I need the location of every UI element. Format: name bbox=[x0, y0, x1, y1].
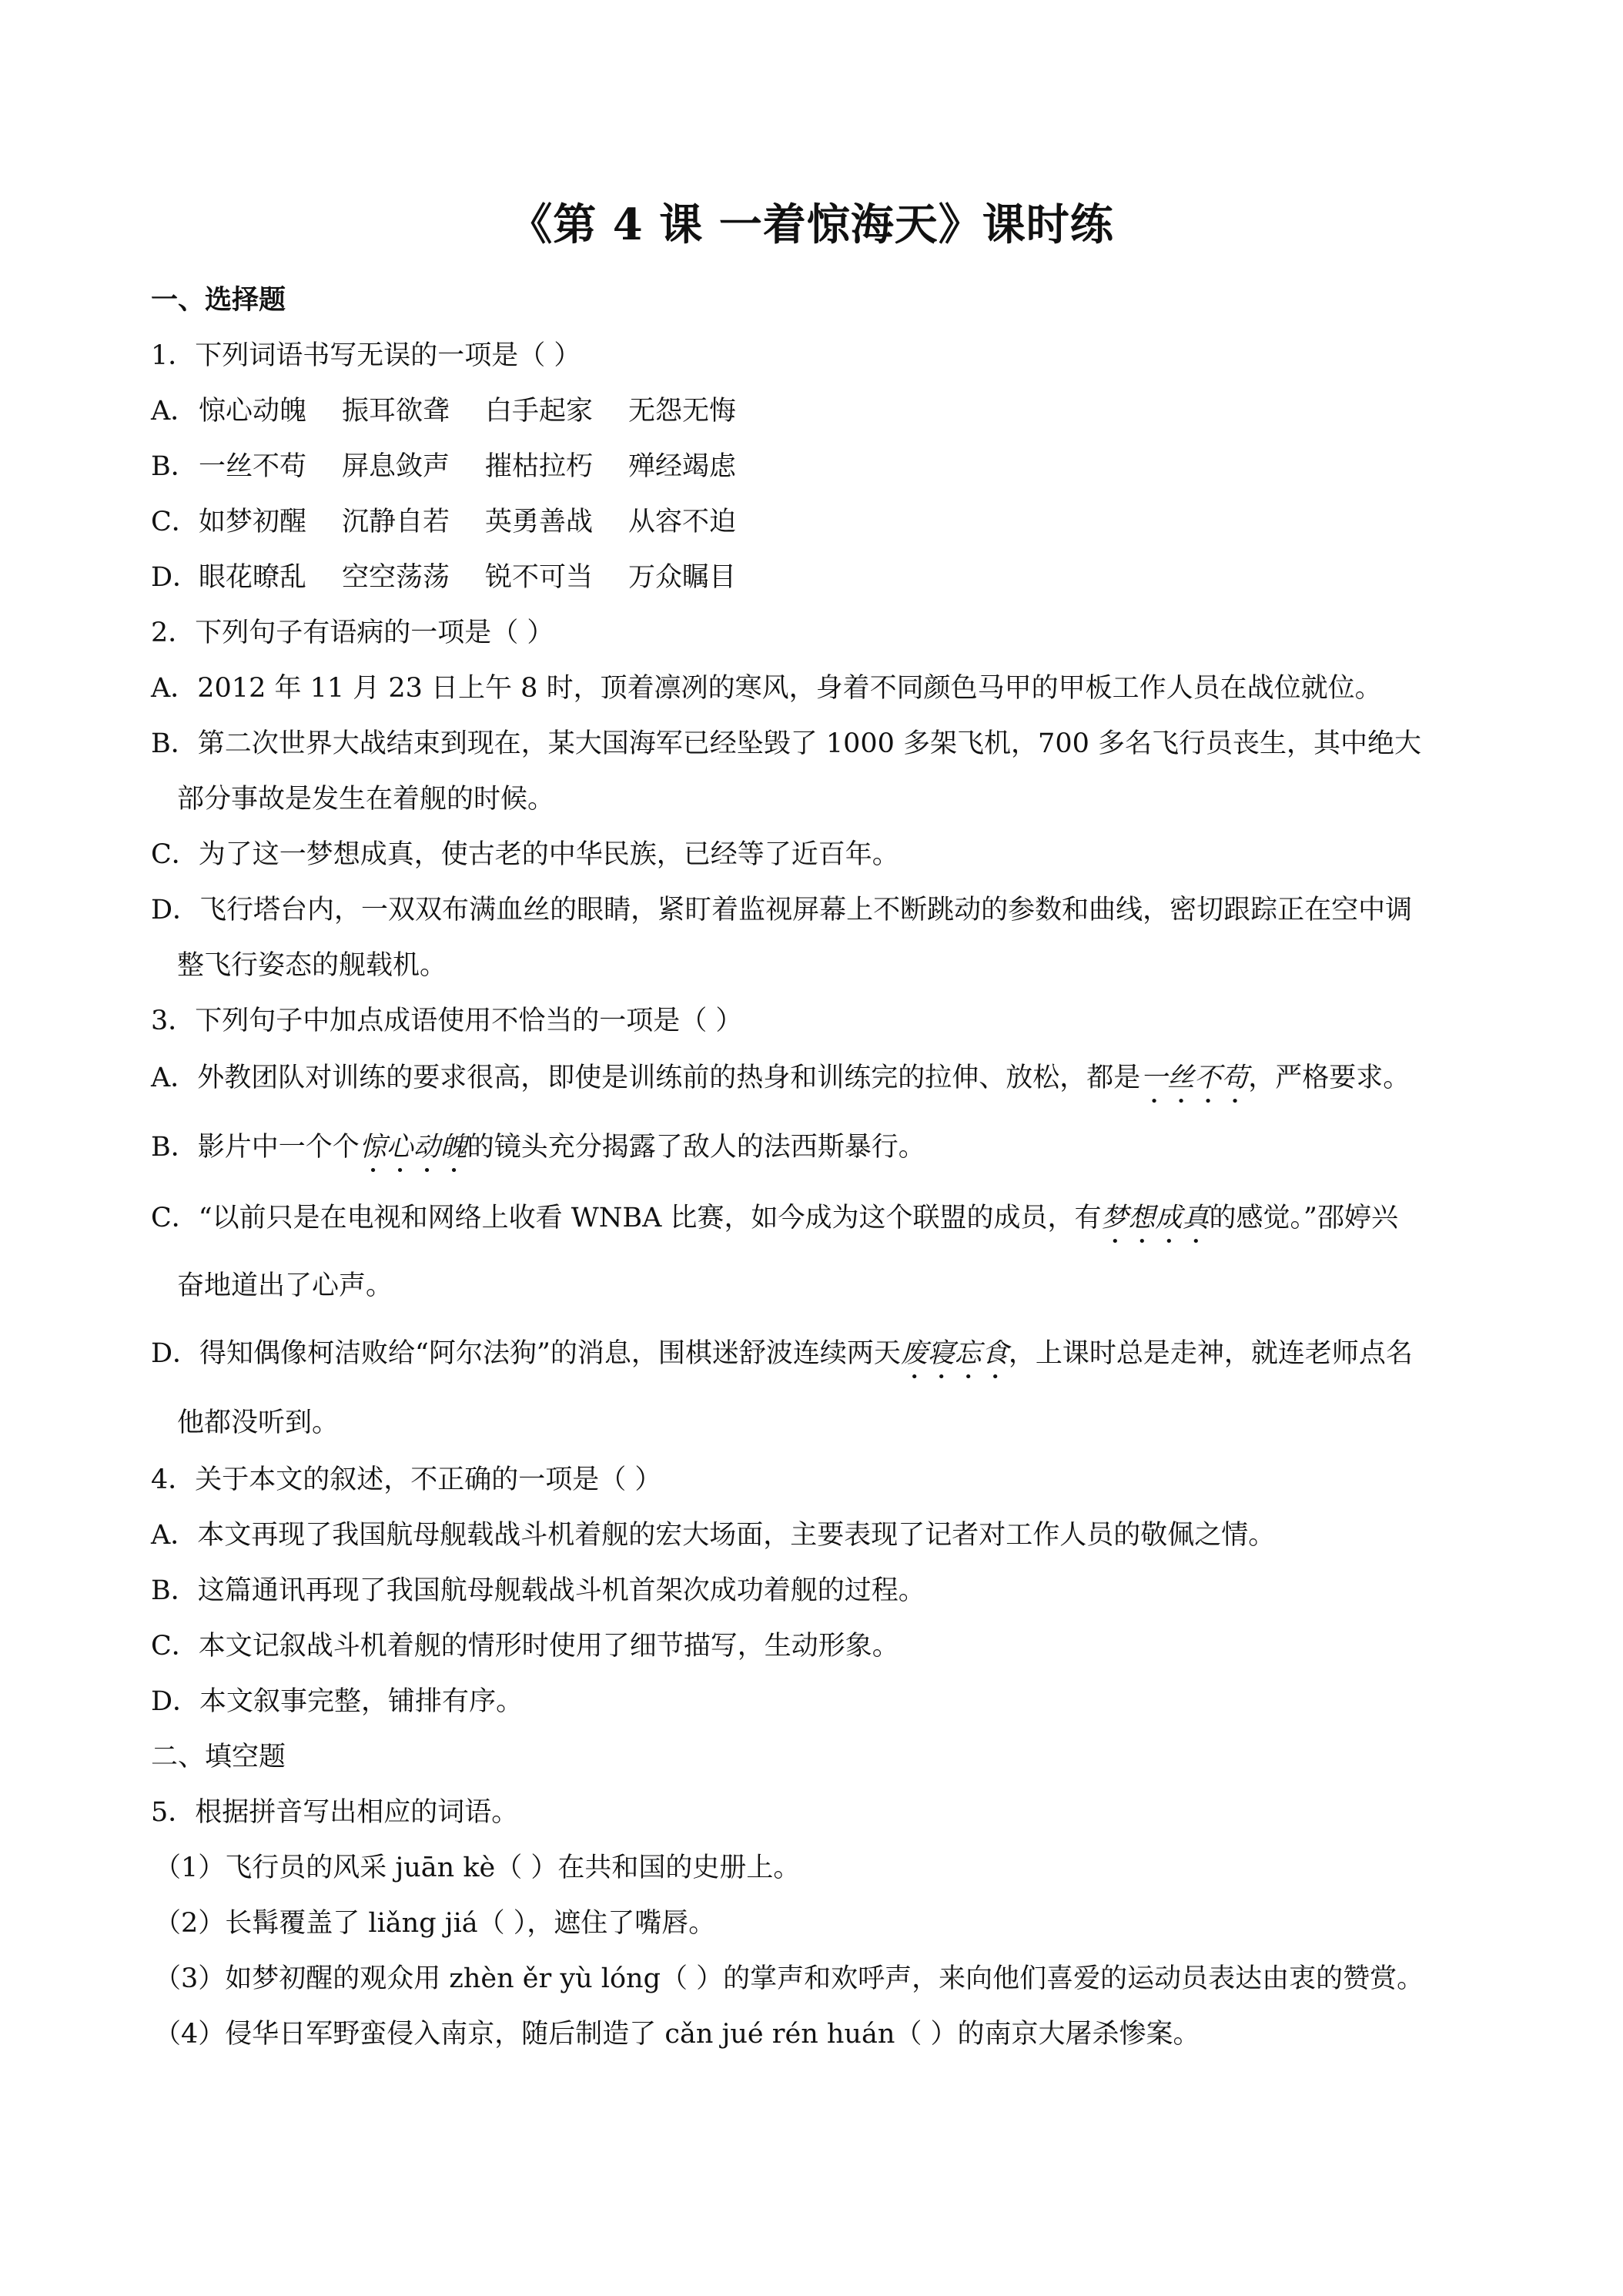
sentence-text: B．影片中一个个 bbox=[151, 1132, 360, 1163]
section-heading-choice: 一、选择题 bbox=[151, 284, 286, 316]
option-word: 如梦初醒 bbox=[199, 507, 307, 537]
q3-option-d bbox=[151, 1335, 1413, 1385]
option-word: 眼花暸乱 bbox=[199, 562, 307, 593]
q4-option-b: B．这篇通讯再现了我国航母舰载战斗机首架次成功着舰的过程。 bbox=[151, 1575, 925, 1606]
question-2-stem: 2．下列句子有语病的一项是（ ） bbox=[151, 618, 554, 648]
option-word: 屏息敛声 bbox=[342, 451, 450, 482]
q2-option-a: A．2012 年 11 月 23 日上午 8 时，顶着凛冽的寒风，身着不同颜色马甲的甲板工作人员在战位就位。 bbox=[151, 673, 1382, 704]
option-word: 无怨无悔 bbox=[628, 396, 737, 427]
sentence-text: C．“以前只是在电视和网络上收看 WNBA 比赛，如今成为这个联盟的成员，有 bbox=[151, 1203, 1102, 1233]
sentence-text: D．得知偶像柯洁败给“阿尔法狗”的消息，围棋迷舒波连续两天 bbox=[151, 1338, 901, 1369]
dotted-idiom: 废寝忘食 bbox=[900, 1338, 1009, 1369]
q5-item-2: （2）长髯覆盖了 liǎng jiá（ ），遮住了嘴唇。 bbox=[154, 1908, 716, 1939]
q4-option-a: A．本文再现了我国航母舰载战斗机着舰的宏大场面，主要表现了记者对工作人员的敬佩之情。 bbox=[151, 1520, 1276, 1551]
q5-item-3: （3）如梦初醒的观众用 zhèn ěr yù lóng（ ）的掌声和欢呼声，来向他们喜爱的运动员表达由衷的赞赏。 bbox=[154, 1963, 1424, 1994]
question-5-stem: 5．根据拼音写出相应的词语。 bbox=[151, 1797, 519, 1828]
q2-option-d-cont: 整飞行姿态的舰载机。 bbox=[177, 950, 447, 981]
sentence-text: 的镜头充分揭露了敌人的法西斯暴行。 bbox=[467, 1132, 925, 1163]
q1-option-b bbox=[151, 448, 771, 485]
option-label: C． bbox=[151, 507, 199, 537]
sentence-text: 的感觉。”邵婷兴 bbox=[1209, 1203, 1398, 1233]
sentence-text: ，上课时总是走神，就连老师点名 bbox=[1008, 1338, 1413, 1369]
option-word: 万众瞩目 bbox=[628, 562, 737, 593]
option-word: 空空荡荡 bbox=[342, 562, 450, 593]
page-title: 《第 4 课 一着惊海天》课时练 bbox=[509, 199, 1114, 250]
q1-option-d bbox=[151, 559, 771, 596]
q3-option-a bbox=[151, 1059, 1410, 1110]
question-1-stem: 1．下列词语书写无误的一项是（ ） bbox=[151, 340, 581, 371]
option-word: 锐不可当 bbox=[485, 562, 594, 593]
option-word: 摧枯拉朽 bbox=[485, 451, 594, 482]
option-word: 殚经竭虑 bbox=[628, 451, 737, 482]
q5-item-4: （4）侵华日军野蛮侵入南京，随后制造了 cǎn jué rén huán（ ）的南京大屠杀惨案。 bbox=[154, 2019, 1200, 2050]
dotted-idiom: 一丝不苟 bbox=[1140, 1063, 1249, 1093]
q3-option-d-cont: 他都没听到。 bbox=[177, 1407, 340, 1438]
q3-option-b bbox=[151, 1129, 925, 1179]
q3-option-c-cont: 奋地道出了心声。 bbox=[177, 1270, 393, 1301]
q1-option-a bbox=[151, 393, 771, 430]
option-label: B． bbox=[151, 451, 198, 482]
option-word: 惊心动魄 bbox=[199, 396, 307, 427]
dotted-idiom: 梦想成真 bbox=[1101, 1203, 1210, 1233]
sentence-text: A．外教团队对训练的要求很高，即使是训练前的热身和训练完的拉伸、放松，都是 bbox=[151, 1063, 1141, 1093]
q4-option-d: D．本文叙事完整，铺排有序。 bbox=[151, 1686, 524, 1717]
option-label: A． bbox=[151, 396, 198, 427]
option-word: 英勇善战 bbox=[485, 507, 594, 537]
option-word: 沉静自若 bbox=[342, 507, 450, 537]
dotted-idiom: 惊心动魄 bbox=[359, 1132, 467, 1163]
sentence-text: ，严格要求。 bbox=[1248, 1063, 1411, 1093]
question-4-stem: 4．关于本文的叙述，不正确的一项是（ ） bbox=[151, 1464, 662, 1495]
section-heading-fill: 二、填空题 bbox=[151, 1742, 286, 1772]
option-word: 从容不迫 bbox=[628, 507, 737, 537]
q4-option-c: C．本文记叙战斗机着舰的情形时使用了细节描写，生动形象。 bbox=[151, 1631, 899, 1662]
q3-option-c bbox=[151, 1200, 1398, 1250]
q2-option-d: D．飞行塔台内，一双双布满血丝的眼睛，紧盯着监视屏幕上不断跳动的参数和曲线，密切跟踪正在空中调 bbox=[151, 895, 1413, 925]
q2-option-b: B．第二次世界大战结束到现在，某大国海军已经坠毁了 1000 多架飞机，700 多名飞行员丧生，其中绝大 bbox=[151, 728, 1421, 759]
option-word: 一丝不苟 bbox=[199, 451, 307, 482]
q2-option-b-cont: 部分事故是发生在着舰的时候。 bbox=[177, 784, 555, 815]
q2-option-c: C．为了这一梦想成真，使古老的中华民族，已经等了近百年。 bbox=[151, 839, 899, 870]
q1-option-c bbox=[151, 504, 771, 541]
question-3-stem: 3．下列句子中加点成语使用不恰当的一项是（ ） bbox=[151, 1006, 743, 1036]
option-word: 振耳欲聋 bbox=[342, 396, 450, 427]
option-word: 白手起家 bbox=[485, 396, 594, 427]
option-label: D． bbox=[151, 562, 200, 593]
q5-item-1: （1）飞行员的风采 juān kè（ ）在共和国的史册上。 bbox=[154, 1853, 801, 1883]
